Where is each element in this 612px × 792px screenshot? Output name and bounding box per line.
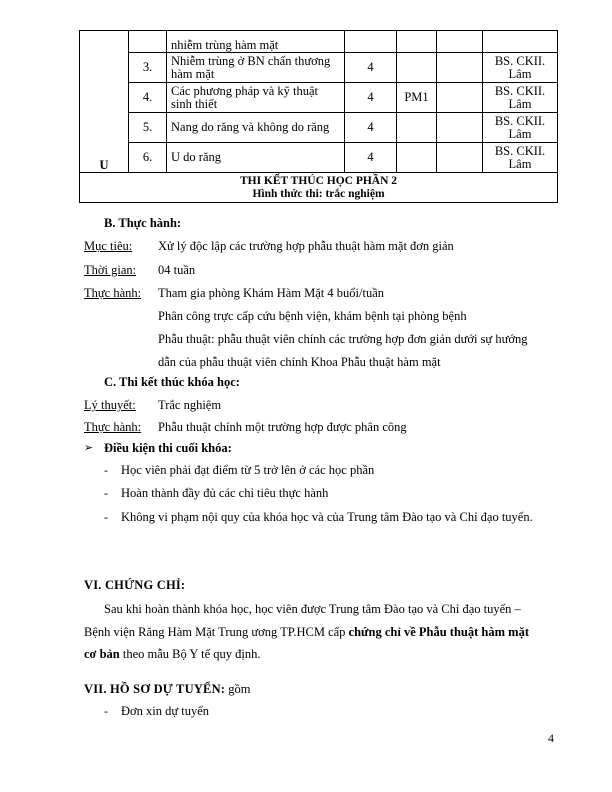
- exam-title: THI KẾT THÚC HỌC PHẦN 2: [239, 174, 398, 187]
- row-teacher: BS. CKII. Lâm: [483, 53, 558, 83]
- dash-bullet-icon: -: [104, 486, 108, 500]
- row-place: [397, 31, 437, 53]
- practice-line: Phẫu thuật: phẫu thuật viên chính các trường hợp đơn giản dưới sự hướng: [158, 332, 528, 346]
- theory-label: Lý thuyết:: [84, 398, 136, 412]
- dash-bullet-icon: -: [104, 510, 108, 524]
- row-teacher: BS. CKII. Lâm: [483, 143, 558, 173]
- certificate-line: Sau khi hoàn thành khóa học, học viên được Trung tâm Đào tạo và Chỉ đạo tuyến –: [104, 602, 521, 616]
- exam-cell: [80, 173, 558, 203]
- certificate-emphasis: chứng chỉ về Phẫu thuật hàm mặt: [348, 625, 529, 639]
- table-row: [80, 143, 558, 173]
- theory-text: Trắc nghiệm: [158, 398, 222, 412]
- row-teacher: BS. CKII. Lâm: [483, 83, 558, 113]
- conditions-heading: Điều kiện thi cuối khóa:: [104, 441, 232, 455]
- row-number: 3.: [129, 53, 167, 83]
- goal-label: Mục tiêu:: [84, 239, 133, 253]
- certificate-emphasis: cơ bản: [84, 647, 120, 661]
- practice-label: Thực hành:: [84, 286, 142, 300]
- row-content: U do răng: [167, 143, 345, 173]
- row-number: 4.: [129, 83, 167, 113]
- certificate-line: [84, 625, 529, 640]
- table-row: [80, 53, 558, 83]
- table-row: [80, 83, 558, 113]
- arrow-bullet-icon: ➢: [84, 442, 94, 454]
- row-place: PM1: [397, 83, 437, 113]
- row-content: nhiễm trùng hàm mặt: [167, 31, 345, 53]
- condition-item: Học viên phải đạt điểm từ 5 trở lên ở các học phần: [121, 463, 375, 477]
- row-number: 5.: [129, 113, 167, 143]
- practice-heading: B. Thực hành:: [104, 216, 182, 230]
- row-blank: [437, 143, 483, 173]
- row-hours: 4: [345, 113, 397, 143]
- row-place: [397, 143, 437, 173]
- row-hours: [345, 31, 397, 53]
- practice-line: dẫn của phẫu thuật viên chính Khoa Phẫu thuật hàm mặt: [158, 355, 441, 369]
- certificate-text: theo mẫu Bộ Y tế quy định.: [119, 647, 261, 661]
- condition-item: Hoàn thành đầy đủ các chỉ tiêu thực hành: [121, 486, 329, 500]
- certificate-line: [84, 647, 260, 662]
- dash-bullet-icon: -: [104, 463, 108, 477]
- row-hours: 4: [345, 83, 397, 113]
- row-place: [397, 53, 437, 83]
- final-exam-heading: C. Thi kết thúc khóa học:: [104, 375, 240, 389]
- application-heading-line: [84, 682, 251, 697]
- practice-line: Phân công trực cấp cứu bệnh viện, khám bệnh tại phòng bệnh: [158, 309, 467, 323]
- row-blank: [437, 83, 483, 113]
- time-label: Thời gian:: [84, 263, 137, 277]
- row-teacher: [483, 31, 558, 53]
- row-blank: [437, 31, 483, 53]
- row-hours: 4: [345, 53, 397, 83]
- final-practice-text: Phẫu thuật chính một trường hợp được phân công: [158, 420, 407, 434]
- application-heading-suffix: gồm: [225, 682, 251, 696]
- row-place: [397, 113, 437, 143]
- group-cell: U: [80, 31, 129, 173]
- table-row: [80, 113, 558, 143]
- time-text: 04 tuần: [158, 263, 196, 277]
- exam-format: Hình thức thi: trắc nghiệm: [252, 187, 385, 200]
- application-item: Đơn xin dự tuyển: [121, 704, 210, 718]
- condition-item: Không vi phạm nội quy của khóa học và của Trung tâm Đào tạo và Chỉ đạo tuyến.: [121, 510, 533, 524]
- row-hours: 4: [345, 143, 397, 173]
- row-number: [129, 31, 167, 53]
- row-content: Nhiễm trùng ở BN chấn thương hàm mặt: [167, 53, 345, 83]
- syllabus-table: [79, 30, 558, 203]
- application-heading: VII. HỒ SƠ DỰ TUYỂN:: [84, 682, 226, 696]
- practice-line: Tham gia phòng Khám Hàm Mặt 4 buổi/tuần: [158, 286, 385, 300]
- table-row: [80, 31, 558, 53]
- certificate-text: Bệnh viện Răng Hàm Mặt Trung ương TP.HCM cấp: [84, 625, 349, 639]
- row-blank: [437, 113, 483, 143]
- row-content: Các phương pháp và kỹ thuật sinh thiết: [167, 83, 345, 113]
- goal-text: Xử lý độc lập các trường hợp phẫu thuật hàm mặt đơn giản: [158, 239, 454, 253]
- exam-row: [80, 173, 558, 203]
- page-number: 4: [548, 731, 554, 745]
- row-number: 6.: [129, 143, 167, 173]
- row-teacher: BS. CKII. Lâm: [483, 113, 558, 143]
- row-content: Nang do răng và không do răng: [167, 113, 345, 143]
- dash-bullet-icon: -: [104, 704, 108, 718]
- final-practice-label: Thực hành:: [84, 420, 142, 434]
- certificate-heading: VI. CHỨNG CHỈ:: [84, 578, 186, 592]
- row-blank: [437, 53, 483, 83]
